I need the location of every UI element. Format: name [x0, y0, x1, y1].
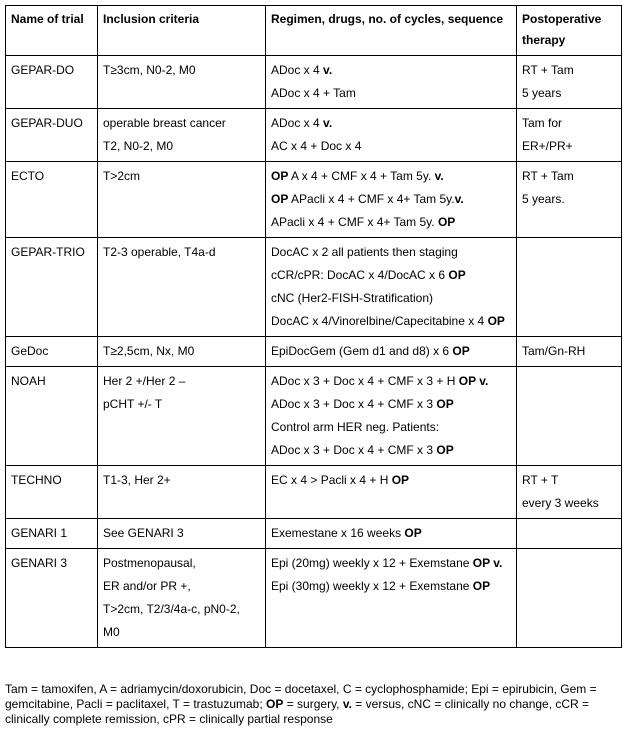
trial-name-cell: GeDoc: [6, 337, 98, 367]
header-postoperative-therapy: Postoperative therapy: [517, 6, 622, 56]
regimen-line: [271, 211, 511, 234]
footnote-segment: OP: [266, 697, 284, 711]
postoperative-therapy-line: 5 years.: [522, 192, 565, 206]
regimen-line: [271, 340, 511, 363]
table-row: [6, 466, 622, 519]
postoperative-therapy-line: every 3 weeks: [522, 496, 599, 510]
inclusion-criteria-line: ER and/or PR +,: [103, 579, 191, 593]
regimen-cell: [266, 56, 517, 109]
table.rows.7.regimen.0-segment: OP: [404, 526, 422, 540]
postoperative-therapy-line: RT + Tam: [522, 63, 574, 77]
table.rows.1.regimen.0-segment: v.: [323, 116, 333, 130]
inclusion-criteria-line: T2-3 operable, T4a-d: [103, 245, 216, 259]
table-row: [6, 238, 622, 337]
header-row: [6, 6, 622, 56]
table.rows.5.regimen.3-segment: OP: [436, 443, 454, 457]
regimen-line: [271, 135, 511, 158]
table.rows.0.regimen.0-segment: v.: [323, 63, 333, 77]
footnote-segment: v.: [342, 697, 352, 711]
regimen-cell: [266, 337, 517, 367]
table-row: [6, 367, 622, 466]
inclusion-criteria-cell: [98, 549, 266, 648]
inclusion-criteria-line: Postmenopausal,: [103, 556, 196, 570]
trials-table: [5, 5, 622, 648]
footnote-segment: Tam = tamoxifen, A = adriamycin/doxorubicin, Doc = docetaxel, C = cyclophosphamide; Epi = epirubicin, Gem = gemcitabine, Pacli = paclitaxel, T = trastuzumab;: [5, 682, 597, 711]
regimen-cell: [266, 519, 517, 549]
trial-name-cell: TECHNO: [6, 466, 98, 519]
postoperative-therapy-line: Tam for: [522, 116, 563, 130]
inclusion-criteria-line: Her 2 +/Her 2 –: [103, 374, 186, 388]
inclusion-criteria-cell: [98, 109, 266, 162]
regimen-cell: [266, 549, 517, 648]
inclusion-criteria-cell: [98, 519, 266, 549]
inclusion-criteria-cell: [98, 56, 266, 109]
table.rows.3.regimen.1-segment: OP: [448, 268, 466, 282]
table.rows.8.regimen.1-segment: Epi (30mg) weekly x 12 + Exemstane: [271, 579, 473, 593]
inclusion-criteria-line: T≥3cm, N0-2, M0: [103, 63, 196, 77]
postoperative-therapy-cell: [517, 367, 622, 466]
regimen-line: [271, 241, 511, 264]
regimen-line: [271, 112, 511, 135]
postoperative-therapy-cell: [517, 466, 622, 519]
regimen-line: [271, 416, 511, 439]
table.rows.1.regimen.1-segment: AC x 4 + Doc x 4: [271, 139, 362, 153]
header-name-of-trial: Name of trial: [6, 6, 98, 56]
inclusion-criteria-line: T≥2,5cm, Nx, M0: [103, 344, 195, 358]
inclusion-criteria-line: T>2cm: [103, 169, 141, 183]
postoperative-therapy-cell: [517, 549, 622, 648]
table.rows.0.regimen.1-segment: ADoc x 4 + Tam: [271, 86, 356, 100]
inclusion-criteria-line: T2, N0-2, M0: [103, 139, 174, 153]
regimen-cell: [266, 162, 517, 238]
table.rows.8.regimen.1-segment: OP: [472, 579, 491, 593]
table.rows.3.regimen.1-segment: cCR/cPR: DocAC x 4/DocAC x 6: [271, 268, 449, 282]
regimen-cell: [266, 466, 517, 519]
postoperative-therapy-line: Tam/Gn-RH: [522, 344, 586, 358]
trial-name-cell: GEPAR-TRIO: [6, 238, 98, 337]
table.rows.0.regimen.0-segment: ADoc x 4: [271, 63, 324, 77]
inclusion-criteria-cell: [98, 466, 266, 519]
table.rows.3.regimen.0-segment: DocAC x 2 all patients then staging: [271, 245, 458, 259]
table.rows.5.regimen.1-segment: OP: [436, 397, 454, 411]
table.rows.1.regimen.0-segment: ADoc x 4: [271, 116, 324, 130]
trial-name-cell: GEPAR-DUO: [6, 109, 98, 162]
inclusion-criteria-line: T>2cm, T2/3/4a-c, pN0-2,: [103, 602, 240, 616]
postoperative-therapy-cell: [517, 56, 622, 109]
footnote-segment: = surgery,: [283, 697, 343, 711]
inclusion-criteria-cell: [98, 367, 266, 466]
postoperative-therapy-cell: [517, 109, 622, 162]
table-row: [6, 162, 622, 238]
postoperative-therapy-cell: [517, 337, 622, 367]
inclusion-criteria-line: T1-3, Her 2+: [103, 473, 171, 487]
table.rows.2.regimen.1-segment: APacli x 4 + CMF x 4+ Tam 5y.: [288, 192, 455, 206]
regimen-line: [271, 370, 511, 393]
postoperative-therapy-line: 5 years: [522, 86, 562, 100]
inclusion-criteria-line: See GENARI 3: [103, 526, 184, 540]
inclusion-criteria-cell: [98, 162, 266, 238]
table.rows.4.regimen.0-segment: EpiDocGem (Gem d1 and d8) x 6: [271, 344, 453, 358]
trial-name-cell: GENARI 3: [6, 549, 98, 648]
postoperative-therapy-line: RT + Tam: [522, 169, 574, 183]
table.rows.7.regimen.0-segment: Exemestane x 16 weeks: [271, 526, 405, 540]
table.rows.2.regimen.2-segment: OP: [437, 215, 456, 229]
postoperative-therapy-cell: [517, 162, 622, 238]
regimen-line: [271, 469, 511, 492]
regimen-cell: [266, 109, 517, 162]
table.rows.5.regimen.0-segment: OP v.: [458, 374, 489, 388]
table-row: [6, 337, 622, 367]
regimen-cell: [266, 238, 517, 337]
regimen-line: [271, 188, 511, 211]
table-row: [6, 109, 622, 162]
table.rows.2.regimen.0-segment: A x 4 + CMF x 4 + Tam 5y.: [288, 169, 435, 183]
regimen-line: [271, 310, 511, 333]
trial-name-cell: GEPAR-DO: [6, 56, 98, 109]
header-inclusion-criteria: Inclusion criteria: [98, 6, 266, 56]
trial-name-cell: ECTO: [6, 162, 98, 238]
table.rows.8.regimen.0-segment: Epi (20mg) weekly x 12 + Exemstane: [271, 556, 473, 570]
inclusion-criteria-line: M0: [103, 625, 120, 639]
footnote-segment: = versus, cNC = clinically no change, cCR = clinically complete remission, cPR = clinically partial response: [5, 697, 590, 726]
regimen-line: [271, 552, 511, 575]
table.rows.2.regimen.0-segment: v.: [434, 169, 444, 183]
table.rows.8.regimen.0-segment: OP v.: [472, 556, 503, 570]
postoperative-therapy-cell: [517, 519, 622, 549]
table.rows.3.regimen.2-segment: cNC (Her2-FISH-Stratification): [271, 291, 434, 305]
table.rows.2.regimen.1-segment: v.: [454, 192, 464, 206]
inclusion-criteria-line: operable breast cancer: [103, 116, 226, 130]
regimen-line: [271, 439, 511, 462]
trial-name-cell: NOAH: [6, 367, 98, 466]
abbreviations-footnote: [5, 682, 623, 727]
table-row: [6, 56, 622, 109]
trial-name-cell: GENARI 1: [6, 519, 98, 549]
regimen-line: [271, 522, 511, 545]
table.rows.2.regimen.1-segment: OP: [271, 192, 289, 206]
regimen-line: [271, 82, 511, 105]
table.rows.4.regimen.0-segment: OP: [452, 344, 470, 358]
regimen-line: [271, 575, 511, 598]
table.rows.5.regimen.3-segment: ADoc x 3 + Doc x 4 + CMF x 3: [271, 443, 437, 457]
table.rows.6.regimen.0-segment: EC x 4 > Pacli x 4 + H: [271, 473, 392, 487]
table.rows.6.regimen.0-segment: OP: [391, 473, 410, 487]
regimen-line: [271, 393, 511, 416]
table.rows.5.regimen.1-segment: ADoc x 3 + Doc x 4 + CMF x 3: [271, 397, 437, 411]
table.rows.5.regimen.2-segment: Control arm HER neg. Patients:: [271, 420, 440, 434]
table.rows.2.regimen.2-segment: APacli x 4 + CMF x 4+ Tam 5y.: [271, 215, 438, 229]
table.rows.5.regimen.0-segment: ADoc x 3 + Doc x 4 + CMF x 3 + H: [271, 374, 459, 388]
table.rows.3.regimen.3-segment: OP: [487, 314, 505, 328]
header-regimen: Regimen, drugs, no. of cycles, sequence: [266, 6, 517, 56]
table-row: [6, 549, 622, 648]
inclusion-criteria-cell: [98, 238, 266, 337]
postoperative-therapy-line: ER+/PR+: [522, 139, 573, 153]
regimen-line: [271, 59, 511, 82]
table-row: [6, 519, 622, 549]
postoperative-therapy-cell: [517, 238, 622, 337]
table.rows.3.regimen.3-segment: DocAC x 4/Vinorelbine/Capecitabine x 4: [271, 314, 488, 328]
postoperative-therapy-line: RT + T: [522, 473, 559, 487]
regimen-line: [271, 165, 511, 188]
inclusion-criteria-line: pCHT +/- T: [103, 397, 163, 411]
regimen-line: [271, 264, 511, 287]
regimen-line: [271, 287, 511, 310]
inclusion-criteria-cell: [98, 337, 266, 367]
regimen-cell: [266, 367, 517, 466]
table.rows.2.regimen.0-segment: OP: [271, 169, 289, 183]
table-body: [6, 56, 622, 648]
